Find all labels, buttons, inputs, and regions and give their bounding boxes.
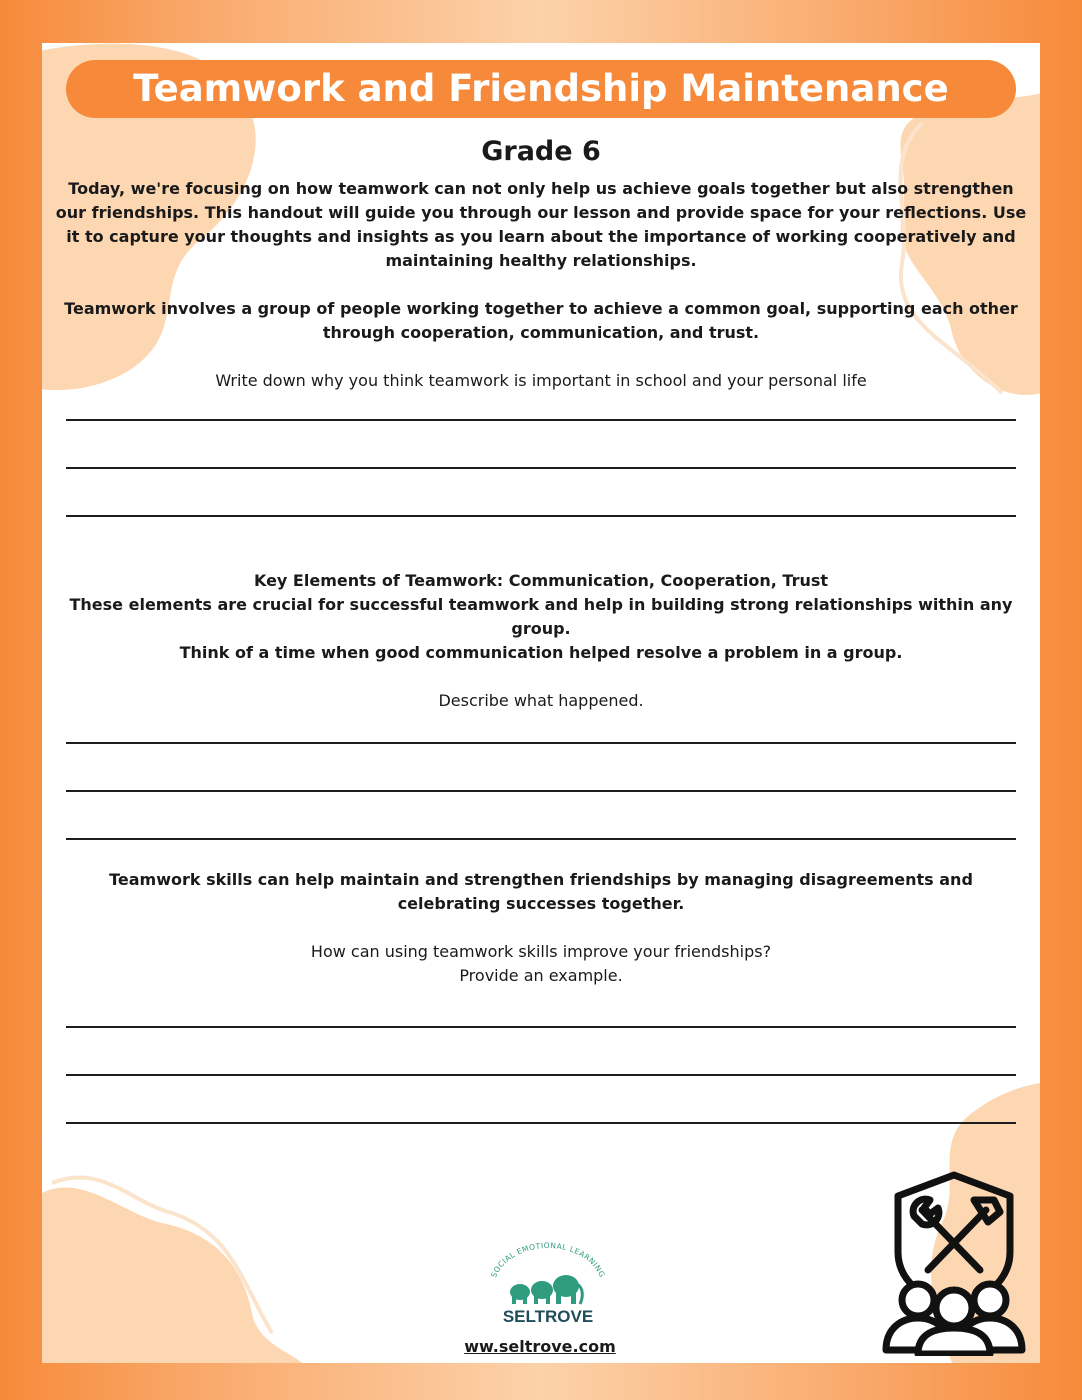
svg-text:SOCIAL EMOTIONAL LEARNING: SOCIAL EMOTIONAL LEARNING [489,1240,607,1279]
answer-line[interactable] [66,1074,1016,1076]
intro-paragraph: Today, we're focusing on how teamwork can not only help us achieve goals together but also strengthen our friendships. This handout will guide you through our lesson and provide space for your reflections. Use it to capture your thoughts and insights as you learn about the importance of working cooperatively and maintaining healthy relationships. [55,179,1027,270]
key-elements-heading: Key Elements of Teamwork: Communication, Cooperation, Trust [253,571,829,590]
grade-heading: Grade 6 [481,136,601,167]
worksheet-content [42,130,1040,1124]
answer-line[interactable] [66,790,1016,792]
key-elements-question: Think of a time when good communication helped resolve a problem in a group. [179,643,903,662]
teamwork-definition: Teamwork involves a group of people working together to achieve a common goal, supporting each other through cooperation, communication, and trust. [64,299,1018,342]
answer-line[interactable] [66,1122,1016,1124]
answer-line[interactable] [66,419,1016,421]
answer-line[interactable] [66,742,1016,744]
website-link[interactable]: ww.seltrove.com [464,1337,616,1356]
answer-line[interactable] [66,467,1016,469]
seltrove-logo [484,1240,612,1330]
prompt-example: Provide an example. [459,966,623,985]
answer-lines-1 [66,419,1016,517]
prompt-friendships: How can using teamwork skills improve your friendships? [310,942,772,961]
friendship-note: Teamwork skills can help maintain and strengthen friendships by managing disagreements and celebrating successes together. [109,870,973,913]
decorative-blob-bottom-left [42,1153,312,1363]
svg-text:SELTROVE: SELTROVE [502,1307,594,1326]
answer-lines-3 [66,1026,1016,1124]
answer-lines-2 [66,742,1016,840]
page-title: Teamwork and Friendship Maintenance [66,60,1016,118]
teamwork-tools-people-icon [876,1170,1032,1356]
prompt-why-teamwork: Write down why you think teamwork is important in school and your personal life [215,371,867,390]
answer-line[interactable] [66,1026,1016,1028]
prompt-describe: Describe what happened. [438,691,644,710]
key-elements-description: These elements are crucial for successful teamwork and help in building strong relationships within any group. [69,595,1013,638]
